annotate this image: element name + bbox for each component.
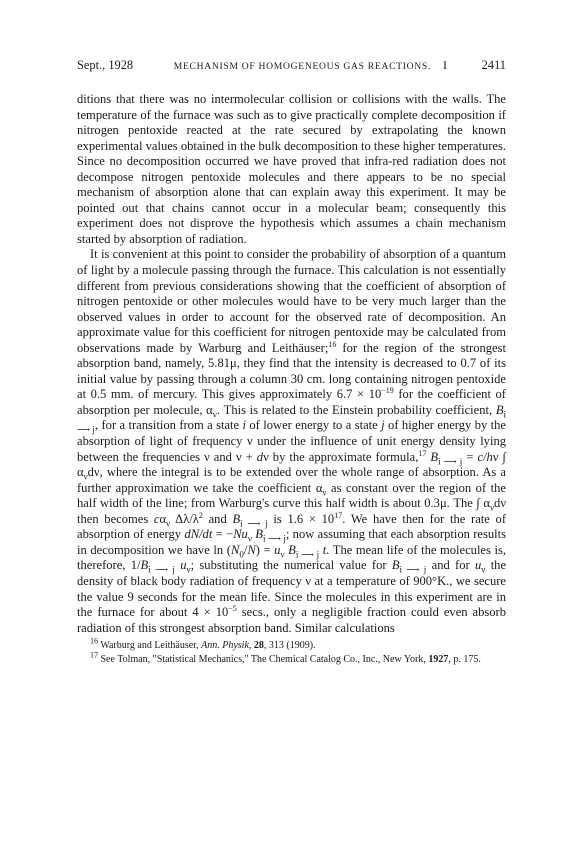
text-run: B <box>140 558 149 573</box>
text-run: . This is related to the Einstein probability coefficient, <box>216 402 496 417</box>
text-run: j <box>381 418 385 433</box>
running-header <box>77 58 506 73</box>
text-run: ν ∫ α <box>77 449 506 480</box>
text-run: , for a transition from a state <box>94 418 243 433</box>
text-run: i ⟶ j <box>262 533 286 544</box>
text-run: i ⟶ j <box>148 564 175 575</box>
text-run: 16 <box>328 339 337 349</box>
text-run: = − <box>212 527 234 542</box>
text-run: i <box>242 418 246 433</box>
text-run: B <box>495 402 504 417</box>
text-run: c <box>153 511 160 526</box>
footnotes <box>77 636 506 666</box>
page-number: 2411 <box>481 58 506 72</box>
text-run: α <box>159 511 167 526</box>
text-run: . We have then for the rate of absorption of energy <box>77 511 507 542</box>
text-run: of higher energy by the absorption of light of frequency ν under the influence of unit energy density lying between the frequencies ν and ν + <box>77 418 506 464</box>
text-run: ) = <box>255 542 275 557</box>
text-run: 1927 <box>428 654 449 666</box>
text-run: B <box>255 527 263 542</box>
text-run: ; substituting the numerical value for <box>190 558 392 573</box>
text-run: for the coefficient of absorption per molecule, α <box>77 387 506 417</box>
text-run: Nu <box>233 527 248 542</box>
text-run: It is convenient at this point to consider the probability of absorption of a quantum of light by a molecule passing through the furnace. This calculation is not essentially different from previous considerations showing that the coefficient of absorption of nitrogen pentoxide or other molecules would have to be very much larger than the observed values in order to account for the observed rate of decomposition. An approximate value for this coefficient for nitrogen pentoxide may be calculated from observations made by Warburg and Leithäuser; <box>77 247 506 355</box>
text-run: 16 <box>90 636 98 646</box>
text-run: ν <box>166 518 171 529</box>
text-run: ν by the approximate formula, <box>263 449 419 464</box>
body-paragraph <box>77 92 506 247</box>
text-run: 17 <box>418 448 427 458</box>
text-run: as constant over the region of the half width of the line; from Warburg's curve this half width is about 0.3μ. The ∫ α <box>77 480 506 511</box>
text-run: is 1.6 × 10 <box>267 511 335 526</box>
text-run: , p. 175. <box>448 654 481 666</box>
part-number: I <box>443 58 448 72</box>
text-run: ν <box>280 549 285 560</box>
text-run: ν <box>186 564 191 575</box>
text-run: for the region of the strongest absorption band, namely, 5.81μ, they find that the intensity is decreased to 0.7 of its initial value by passing through a column 30 cm. long containing nitrogen pentoxide at 0.5 mm. of mercury. This gives approximately 6.7 × 10 <box>77 340 506 402</box>
text-run: i ⟶ j <box>399 564 427 575</box>
text-run: −19 <box>381 386 394 396</box>
text-run: u <box>180 558 187 573</box>
text-run: Ann. Physik <box>201 640 249 652</box>
text-run: 0 <box>239 549 244 560</box>
text-run: ; now assuming that each absorption results in decomposition we have ln ( <box>77 527 507 557</box>
text-run: ν <box>247 533 252 544</box>
text-run: dN/dt <box>184 527 213 542</box>
text-run: Warburg and Leithäuser, <box>98 640 202 652</box>
text-run: c/h <box>477 449 493 464</box>
text-run: , 313 (1909). <box>263 640 316 652</box>
text-run: ν <box>322 487 327 498</box>
text-run: dν, where the integral is to be extended over the whole range of absorption. As a further approximation we take the coefficient α <box>77 465 506 495</box>
text-run: ν <box>83 471 88 482</box>
text-run: . The mean life of the molecules is, therefore, 1/ <box>77 542 507 573</box>
text-run: i ⟶ j <box>295 549 320 560</box>
text-run: ν <box>489 502 495 513</box>
text-run: and for <box>426 558 476 573</box>
text-run: t <box>322 542 327 557</box>
issue-date: Sept., 1928 <box>77 58 134 72</box>
text-run: 28 <box>253 640 264 652</box>
text-run: dν then becomes <box>77 496 506 526</box>
text-run: u <box>274 542 281 557</box>
text-run: i ⟶ j <box>438 456 463 467</box>
text-run: B <box>288 542 296 557</box>
text-run: of lower energy to a state <box>246 418 382 433</box>
text-run: , <box>248 640 254 652</box>
text-run: 17 <box>334 510 343 520</box>
text-run: the density of black body radiation of frequency ν at a temperature of 900°K., we secure the value 9 seconds for the mean life. Since the molecules in this experiment are in the furnace for about 4 × 10 <box>77 558 507 620</box>
text-run: i ⟶ j <box>77 409 506 435</box>
text-run: B <box>430 449 439 464</box>
text-run: B <box>232 511 241 526</box>
footnote <box>77 636 506 652</box>
text-run: −5 <box>228 603 237 613</box>
text-run: secs., only a negligible fraction could even absorb radiation of this strongest absorption band. Similar calculations <box>77 605 506 635</box>
text-run: ν <box>481 564 486 575</box>
text-run: 2 <box>198 510 203 520</box>
body-text <box>77 92 506 636</box>
text-run: ditions that there was no intermolecular collision or collisions with the walls. The temperature of the furnace was such as to give practically complete decomposition if nitrogen pentoxide reacted at the rate secured by extrapolating the known experimental values obtained in the bulk decomposition to these higher temperatures. Since no decomposition occurred we have proved that infra-red radiation does not decompose nitrogen pentoxide molecules and there appears to be no special mechanism of absorption alone that can explain away this experiment. It may be pointed out that chains cannot occur in a molecular beam; consequently this experiment does not disprove the hypothesis which assumes a chain mechanism started by absorption of radiation. <box>77 92 506 246</box>
text-run: See Tolman, "Statistical Mechanics," The Chemical Catalog Co., Inc., New York, <box>98 654 429 666</box>
running-title: MECHANISM OF HOMOGENEOUS GAS REACTIONS. <box>173 61 432 72</box>
text-run: 17 <box>90 650 98 660</box>
text-run: ν <box>212 409 217 420</box>
text-run: B <box>391 558 400 573</box>
text-run: u <box>475 558 482 573</box>
text-run: N <box>247 542 256 557</box>
text-run: = <box>462 449 478 464</box>
text-run: N <box>230 542 240 557</box>
body-paragraph <box>77 247 506 636</box>
text-run: d <box>256 449 264 464</box>
footnote <box>77 650 506 666</box>
text-run: Δλ/λ <box>170 511 199 526</box>
text-run: / <box>243 542 248 557</box>
text-run: and <box>202 511 233 526</box>
header-center <box>133 58 482 73</box>
text-run: i ⟶ j <box>240 518 268 529</box>
